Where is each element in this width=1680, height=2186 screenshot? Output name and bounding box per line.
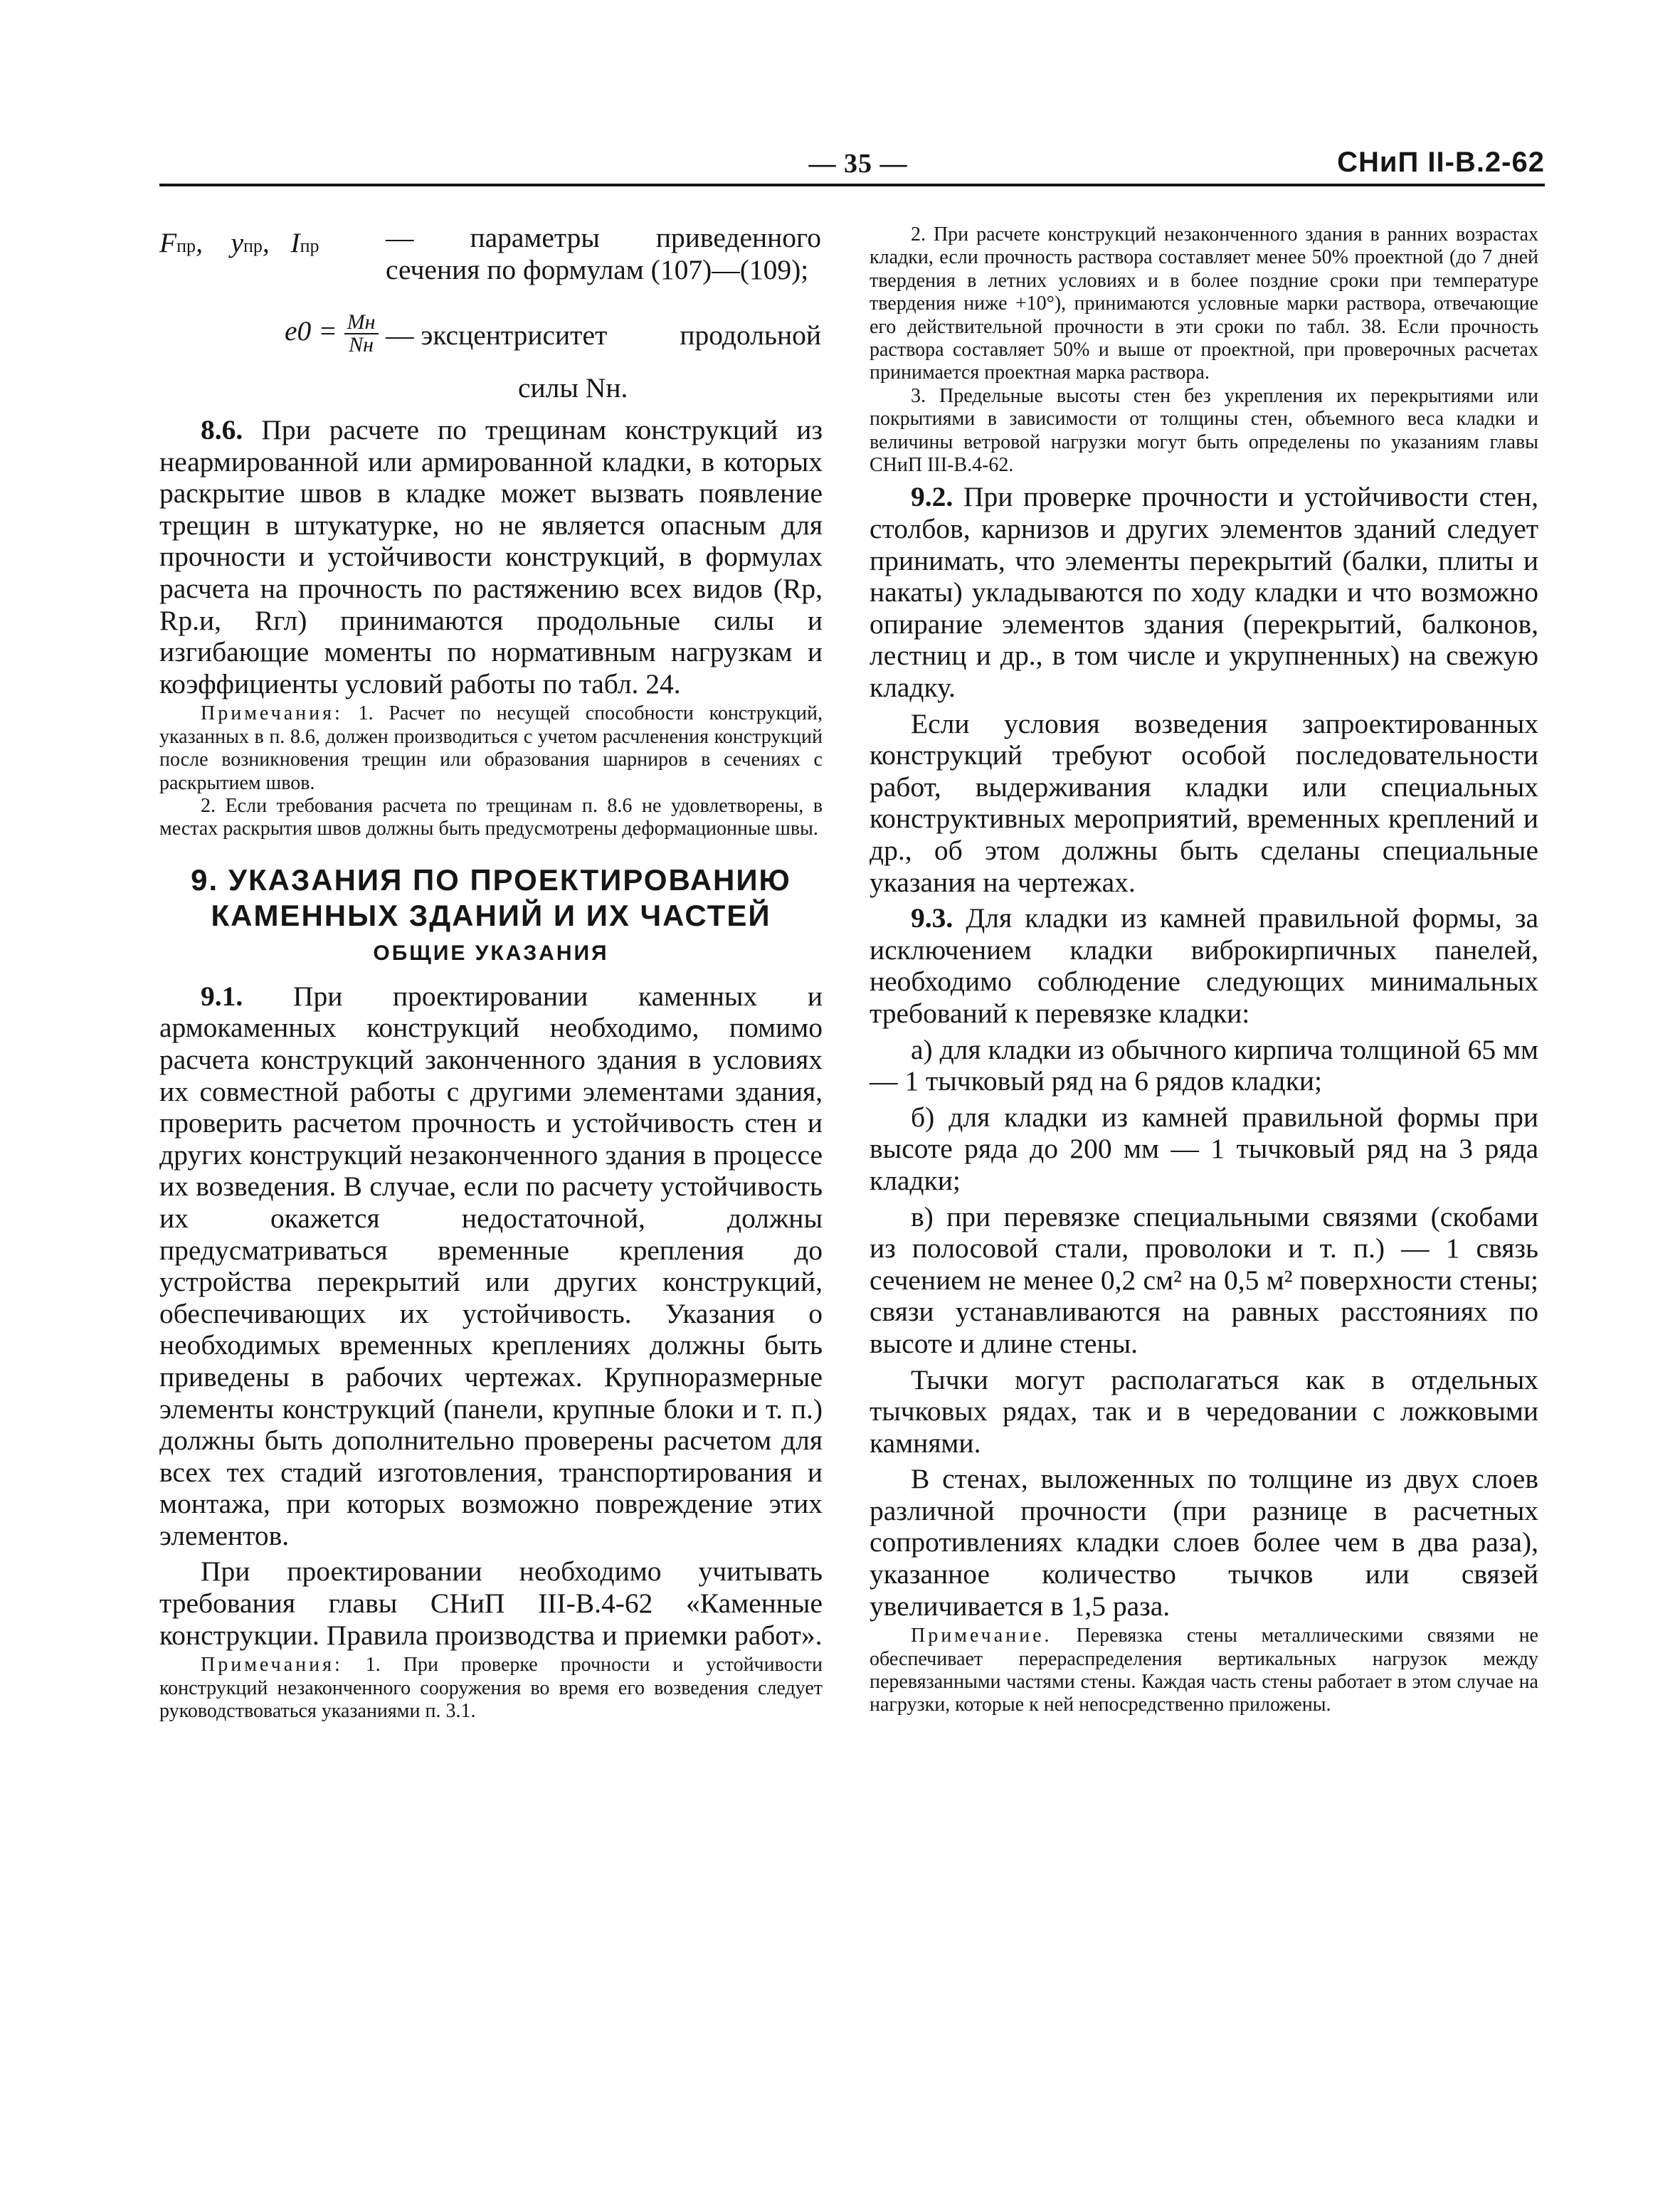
page-number: — 35 — <box>808 149 908 179</box>
section-9-heading <box>159 862 823 968</box>
paragraph-9-1-b: При проектировании необходимо учитывать требования главы СНиП III-В.4-62 «Каменные конструкции. Правила производства и приемки работ». <box>159 1556 823 1651</box>
notes-8-6 <box>159 702 823 840</box>
note-9-1-3: 3. Предельные высоты стен без укрепления их перекрытиями или покрытиями в зависимости от толщины стен, объемного веса кладки и величины ветровой нагрузки могут быть определены по указаниям главы СНиП III-В.4-62. <box>870 384 1538 477</box>
formula-variables: Fпр, yпр, Iпр <box>159 227 319 258</box>
note-label: Примечание. <box>911 1625 1052 1647</box>
paragraph-9-3-c: в) при перевязке специальными связями (скобами из полосовой стали, проволоки и т. п.) — 1 связь сечением не менее 0,2 см² на 0,5 м² поверхности стены; связи устанавливаются на равных расстояниях по высоте и длине стены. <box>870 1200 1538 1359</box>
eccentricity-description: — эксцентриситет продольной <box>386 320 821 351</box>
notes-label: Примечания: <box>201 702 343 725</box>
fraction: $\frac{Mн}{Nн}$ <box>344 312 379 356</box>
note-9-1-2: 2. При расчете конструкций незаконченного здания в ранних возрастах кладки, если прочность раствора составляет менее 50% проектной (до 7 дней твердения в летних условиях и в более поздние сроки при температуре твердения ниже +10°), принимаются условные марки раствора, отвечающие его действительной прочности в эти сроки по табл. 38. Если прочность раствора составляет 50% и выше от проектной, при проверочных расчетах принимается проектная марка раствора. <box>870 223 1538 384</box>
left-column <box>159 213 823 1723</box>
paragraph-9-3-e: В стенах, выложенных по толщине из двух слоев различной прочности (при разнице в расчетных сопротивлениях кладки слоев более чем в два раза), указанное количество тычков или связей увеличивается в 1,5 раза. <box>870 1463 1538 1622</box>
eccentricity-description-cont: силы Nн. <box>518 372 628 403</box>
formula-block <box>159 213 823 414</box>
header-rule <box>159 184 1545 186</box>
paragraph-9-3-d: Тычки могут располагаться как в отдельных тычковых рядах, так и в чередовании с ложковыми камнями. <box>870 1363 1538 1459</box>
document-code: СНиП II-В.2-62 <box>1337 147 1545 178</box>
right-column <box>870 213 1538 1717</box>
subsection-title: ОБЩИЕ УКАЗАНИЯ <box>373 941 609 965</box>
eccentricity-formula: e0 = $\frac{Mн}{Nн}$ <box>285 312 379 356</box>
section-title-line-1: 9. УКАЗАНИЯ ПО ПРОЕКТИРОВАНИЮ <box>191 862 791 897</box>
formula-description: — параметры приведенного сечения по формулам (107)—(109); <box>386 222 821 285</box>
paragraph-9-3: 9.3. Для кладки из камней правильной формы, за исключением кладки виброкирпичных панелей, необходимо соблюдение следующих минимальных требований к перевязке кладки: <box>870 902 1538 1029</box>
note-9-1-1: 1. При проверке прочности и устойчивости конструкций незаконченного сооружения во время его возведения следует руководствоваться указаниями п. 3.1. <box>159 1654 823 1723</box>
note-8-6-2: 2. Если требования расчета по трещинам п. 8.6 не удовлетворены, в местах раскрытия швов должны быть предусмотрены деформационные швы. <box>159 794 823 840</box>
notes-9-1 <box>159 1654 823 1723</box>
section-title-line-2: КАМЕННЫХ ЗДАНИЙ И ИХ ЧАСТЕЙ <box>211 898 771 932</box>
paragraph-9-2-b: Если условия возведения запроектированных конструкций требуют особой последовательности работ, выдерживания кладки или специальных конструктивных мероприятий, временных креплений и др., об этом должны быть сделаны специальные указания на чертежах. <box>870 707 1538 898</box>
paragraph-9-3-b: б) для кладки из камней правильной формы при высоте ряда до 200 мм — 1 тычковый ряд на 3 ряда кладки; <box>870 1101 1538 1196</box>
paragraph-8-6: 8.6. При расчете по трещинам конструкций из неармированной или армированной кладки, в которых раскрытие швов в кладке может вызвать появление трещин в штукатурке, но не является опасным для прочности и устойчивости конструкций, в формулах расчета на прочность по растяжению всех видов (Rр, Rр.и, Rгл) принимаются продольные силы и изгибающие моменты по нормативным нагрузкам и коэффициенты условий работы по табл. 24. <box>159 414 823 699</box>
note-9-3: Примечание. Перевязка стены металлическими связями не обеспечивает перераспределения вертикальных нагрузок между перевязанными частями стены. Каждая часть стены работает в этом случае на нагрузки, которые к ней непосредственно приложены. <box>870 1625 1538 1716</box>
paragraph-9-3-a: а) для кладки из обычного кирпича толщиной 65 мм — 1 тычковый ряд на 6 рядов кладки; <box>870 1033 1538 1097</box>
notes-label: Примечания: <box>201 1654 343 1677</box>
note-8-6-1: 1. Расчет по несущей способности конструкций, указанных в п. 8.6, должен производиться с учетом расчленения конструкций после возникновения трещин или образования шарниров в сечениях с раскрытием швов. <box>159 702 823 794</box>
paragraph-9-1: 9.1. При проектировании каменных и армокаменных конструкций необходимо, помимо расчета конструкций законченного здания в условиях их совместной работы с другими элементами здания, проверить расчетом прочность и устойчивость стен и других конструкций незаконченного здания в процессе их возведения. В случае, если по расчету устойчивость их окажется недостаточной, должны предусматриваться временные крепления до устройства перекрытий или других конструкций, обеспечивающих их устойчивость. Указания о необходимых временных креплениях должны быть приведены в рабочих чертежах. Крупноразмерные элементы конструкций (панели, крупные блоки и т. п.) должны быть дополнительно проверены расчетом для всех тех стадий изготовления, транспортирования и монтажа, при которых возможно повреждение этих элементов. <box>159 980 823 1551</box>
paragraph-9-2: 9.2. При проверке прочности и устойчивости стен, столбов, карнизов и других элементов зданий следует принимать, что элементы перекрытий (балки, плиты и накаты) укладываются по ходу кладки и что возможно опирание элементов здания (перекрытий, балконов, лестниц и др., в том числе и укрупненных) на свежую кладку. <box>870 481 1539 704</box>
